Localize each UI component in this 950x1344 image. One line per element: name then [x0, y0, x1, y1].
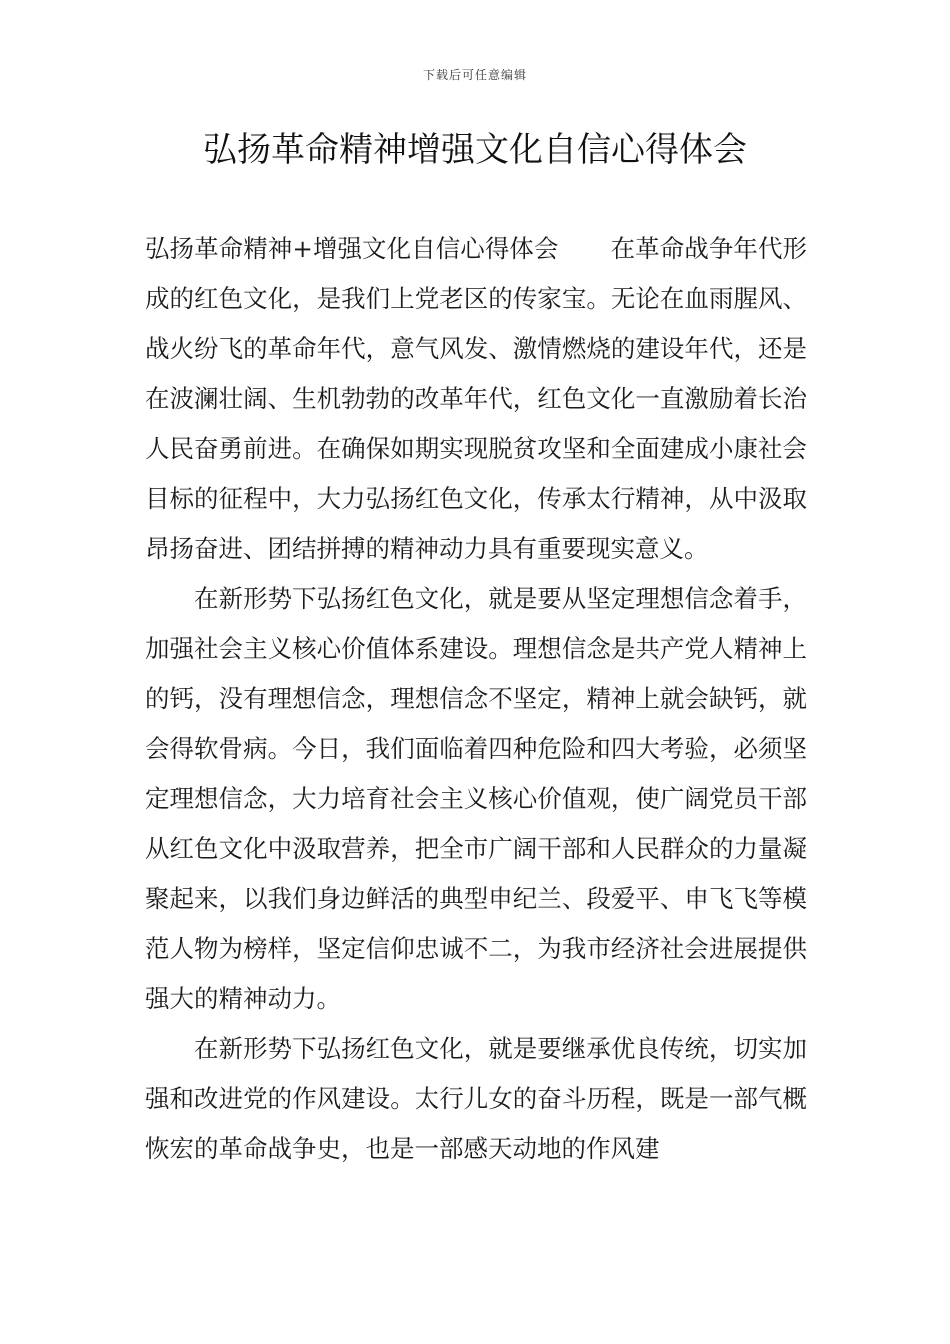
paragraph-2: 在新形势下弘扬红色文化，就是要从坚定理想信念着手，加强社会主义核心价值体系建设。理想信念是共产党人精神上的钙，没有理想信念，理想信念不坚定，精神上就会缺钙，就会得软骨病。今日，我们面临着四种危险和四大考验，必须坚定理想信念，大力培育社会主义核心价值观，使广阔党员干部从红色文化中汲取营养，把全市广阔干部和人民群众的力量凝聚起来，以我们身边鲜活的典型申纪兰、段爱平、申飞飞等模范人物为榜样，坚定信仰忠诚不二，为我市经济社会进展提供强大的精神动力。: [145, 584, 807, 1013]
paragraph-1-text: 在革命战争年代形成的红色文化，是我们上党老区的传家宝。无论在血雨腥风、战火纷飞的革命年代，意气风发、激情燃烧的建设年代，还是在波澜壮阔、生机勃勃的改革年代，红色文化一直激励着长治人民奋勇前进。在确保如期实现脱贫攻坚和全面建成小康社会目标的征程中，大力弘扬红色文化，传承太行精神，从中汲取昂扬奋进、团结拼搏的精神动力具有重要现实意义。: [145, 234, 808, 563]
lead-title: 弘扬革命精神+增强文化自信心得体会: [145, 234, 559, 263]
page-header-note: 下载后可任意编辑: [422, 68, 527, 82]
document-title: 弘扬革命精神增强文化自信心得体会: [203, 130, 747, 170]
paragraph-lead: [145, 224, 807, 574]
paragraph-3: 在新形势下弘扬红色文化，就是要继承优良传统，切实加强和改进党的作风建设。太行儿女的奋斗历程，既是一部气概恢宏的革命战争史，也是一部感天动地的作风建: [145, 1034, 807, 1163]
document-body: [145, 224, 807, 1174]
